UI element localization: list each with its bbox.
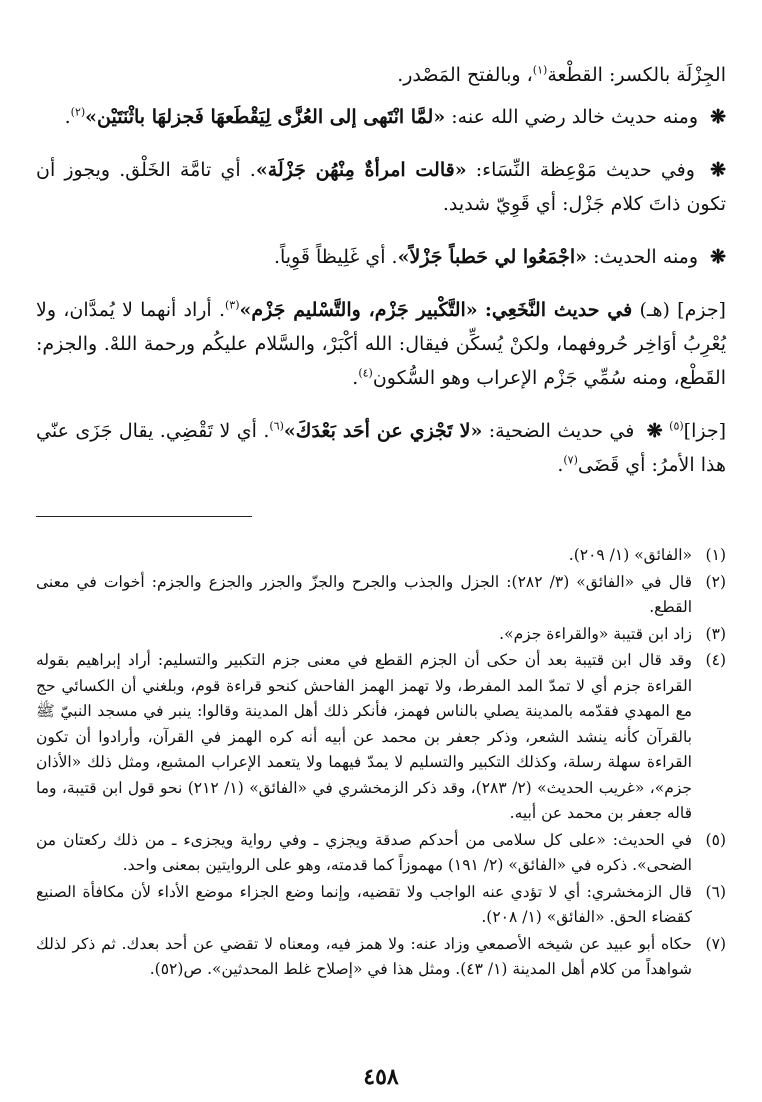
asterisk-icon: ❋: [646, 420, 663, 442]
footnote-ref-6: (٦): [269, 419, 284, 433]
footnote-number: (٥): [705, 830, 726, 849]
p5-marker: (هـ): [639, 299, 670, 321]
paragraph-women-sermon: [36, 153, 726, 221]
footnote-item: [36, 648, 726, 827]
footnote-number: (٤): [705, 651, 726, 669]
main-text: [36, 58, 726, 482]
p1-text: الجِزْلَة بالكسر: القطْعة: [547, 64, 726, 86]
entry-headword-jazm: [جزم]: [677, 299, 726, 321]
p4-tail: . أي غَلِيظاً قَوِياً.: [273, 246, 398, 268]
p4-quote: «اجْمَعُوا لي حَطباً جَزْلاً»: [397, 246, 588, 268]
asterisk-icon: ❋: [710, 246, 726, 268]
p3-tail: . أي تامَّة الخَلْق. ويجوز أن تكون ذاتَ كلام جَزْل: أي قَوِيّ شديد.: [36, 159, 726, 215]
p6-tail: . أي لا تَقْضِي. يقال جَزَى عنّي هذا الأمرُ: أي قَضَى: [36, 420, 726, 476]
footnote-number: (٣): [705, 624, 726, 643]
footnote-item: [36, 880, 726, 931]
footnote-number: (٧): [705, 934, 726, 953]
entry-headword-jaza: [جزا]: [683, 420, 727, 442]
p6-intro: في حديث الضحية:: [488, 420, 635, 442]
footnote-ref-7: (٧): [563, 453, 578, 467]
footnote-number: (٢): [705, 572, 726, 591]
footnote-divider: [36, 516, 252, 517]
p2-tail: .: [64, 106, 71, 128]
footnote-ref-3: (٣): [225, 298, 240, 312]
footnote-item: [36, 828, 726, 879]
paragraph-khalid-hadith: [36, 100, 726, 134]
p5-tail: . أراد أنهما لا يُمدَّان، ولا يُعْرِبُ أوَاخِر حُروفهما، ولكنْ يُسكِّن فيقال: الله أكْبَرْ، والسَّلام عليكُم ورحمة اللهْ. والجزم: القَطْع، ومنه سُمِّي جَزْم الإعراب وهو السُّكون: [36, 299, 726, 389]
footnote-ref-4: (٤): [358, 366, 373, 380]
p3-intro: وفي حديث مَوْعِظة النِّسَاء:: [475, 159, 695, 181]
p5-tail2: .: [352, 367, 359, 389]
p1-tail: ، وبالفتح المَصْدر.: [397, 64, 533, 86]
p2-intro: ومنه حديث خالد رضي الله عنه:: [451, 106, 699, 128]
footnote-ref-1: (١): [532, 63, 548, 77]
p5-quote: «التَّكْبير جَزْم، والتَّسْليم جَزْم»: [239, 299, 478, 321]
footnote-item: [36, 570, 726, 621]
entry-jaza: [36, 414, 726, 482]
footnote-text: وقد قال ابن قتيبة بعد أن حكى أن الجزم القطع في معنى جزم التكبير والتسليم: أراد إبراهيم بقوله القراءة جزم أي لا تمدّ المد المفرط، ولا تهمز الهمز الفاحش كنحو قراءة قوم، وبلغني أن الكسائي حج مع المهدي فقدّمه بالمدينة يصلي بالناس فهمز، فأنكر ذلك أهل المدينة وقالوا: ينبر في مسجد النبيّ ﷺ بالقرآن كأنه ينشد الشعر، وذكر جعفر بن محمد عن أبيه أنه كره الهمز في القرآن، وأرادوا أن تكون القراءة سهلة رسلة، وكذلك التكبير والتسليم لا يمدّ فيهما ولا يتعمد الإعراب المشبع، ومثل ذلك «الأذان جزم»، «غريب الحديث» (٢/ ٢٨٣)، وقد ذكر الزمخشري في «الفائق» (١/ ٢١٢) نحو قول ابن قتيبة، وما قاله جعفر بن محمد عن أبيه.: [36, 651, 692, 822]
paragraph-jizla: [36, 58, 726, 92]
footnote-ref-5: (٥): [669, 419, 684, 433]
asterisk-icon: ❋: [710, 159, 726, 181]
page-number: ٤٥٨: [363, 1064, 399, 1090]
footnote-text: قال الزمخشري: أي لا تؤدي عنه الواجب ولا تقضيه، وإنما وضع الجزاء موضع الأداء لأن مكافأة الصنيع كقضاء الحق. «الفائق» (١/ ٢٠٨).: [36, 882, 692, 926]
p2-quote: «لمَّا انْتَهى إلى العُزَّى لِيَقْطَعهَا فَجزلهَا باثْنَتَيْن»: [85, 106, 446, 128]
entry-jazm: [36, 293, 726, 395]
footnote-text: قال في «الفائق» (٣/ ٢٨٢): الجزل والجذب والجرح والجزّ والجزر والجزع والجزم: أخوات في معنى القطع.: [36, 572, 692, 616]
footnotes: [36, 543, 726, 983]
footnote-text: زاد ابن قتيبة «والقراءة جزم».: [499, 624, 692, 643]
footnote-text: حكاه أبو عبيد عن شيخه الأصمعي وزاد عنه: ولا همز فيه، ومعناه لا تقضي عن أحد بعدك. ثم ذكر لذلك شواهداً من كلام أهل المدينة (١/ ٤٣). ومثل هذا في «إصلاح غلط المحدثين». ص(٥٢).: [36, 934, 692, 978]
footnote-text: في الحديث: «على كل سلامى من أحدكم صدقة ويجزي ـ وفي رواية ويجزىء ـ من ذلك ركعتان من الضحى». ذكره في «الفائق» (٢/ ١٩١) مهموزاً كما قدمته، وهو على الروايتين بمعنى واحد.: [36, 830, 692, 874]
p3-quote: «قالت امرأةٌ مِنْهُن جَزْلَة»: [255, 159, 467, 181]
footnote-item: [36, 543, 726, 569]
footnote-number: (٦): [705, 882, 726, 901]
asterisk-icon: ❋: [710, 106, 726, 128]
paragraph-firewood: [36, 240, 726, 274]
p5-intro: في حديث النَّخَعِي:: [484, 299, 633, 321]
footnote-item: [36, 932, 726, 983]
footnote-number: (١): [705, 546, 726, 564]
p6-quote: «لا تَجْزي عن أحَد بَعْدَكَ»: [283, 420, 483, 442]
footnote-item: [36, 622, 726, 648]
footnote-text: «الفائق» (١/ ٢٠٩).: [568, 546, 692, 564]
p4-intro: ومنه الحديث:: [593, 246, 699, 268]
footnote-ref-2: (٢): [70, 105, 86, 119]
p6-tail2: .: [557, 454, 564, 476]
